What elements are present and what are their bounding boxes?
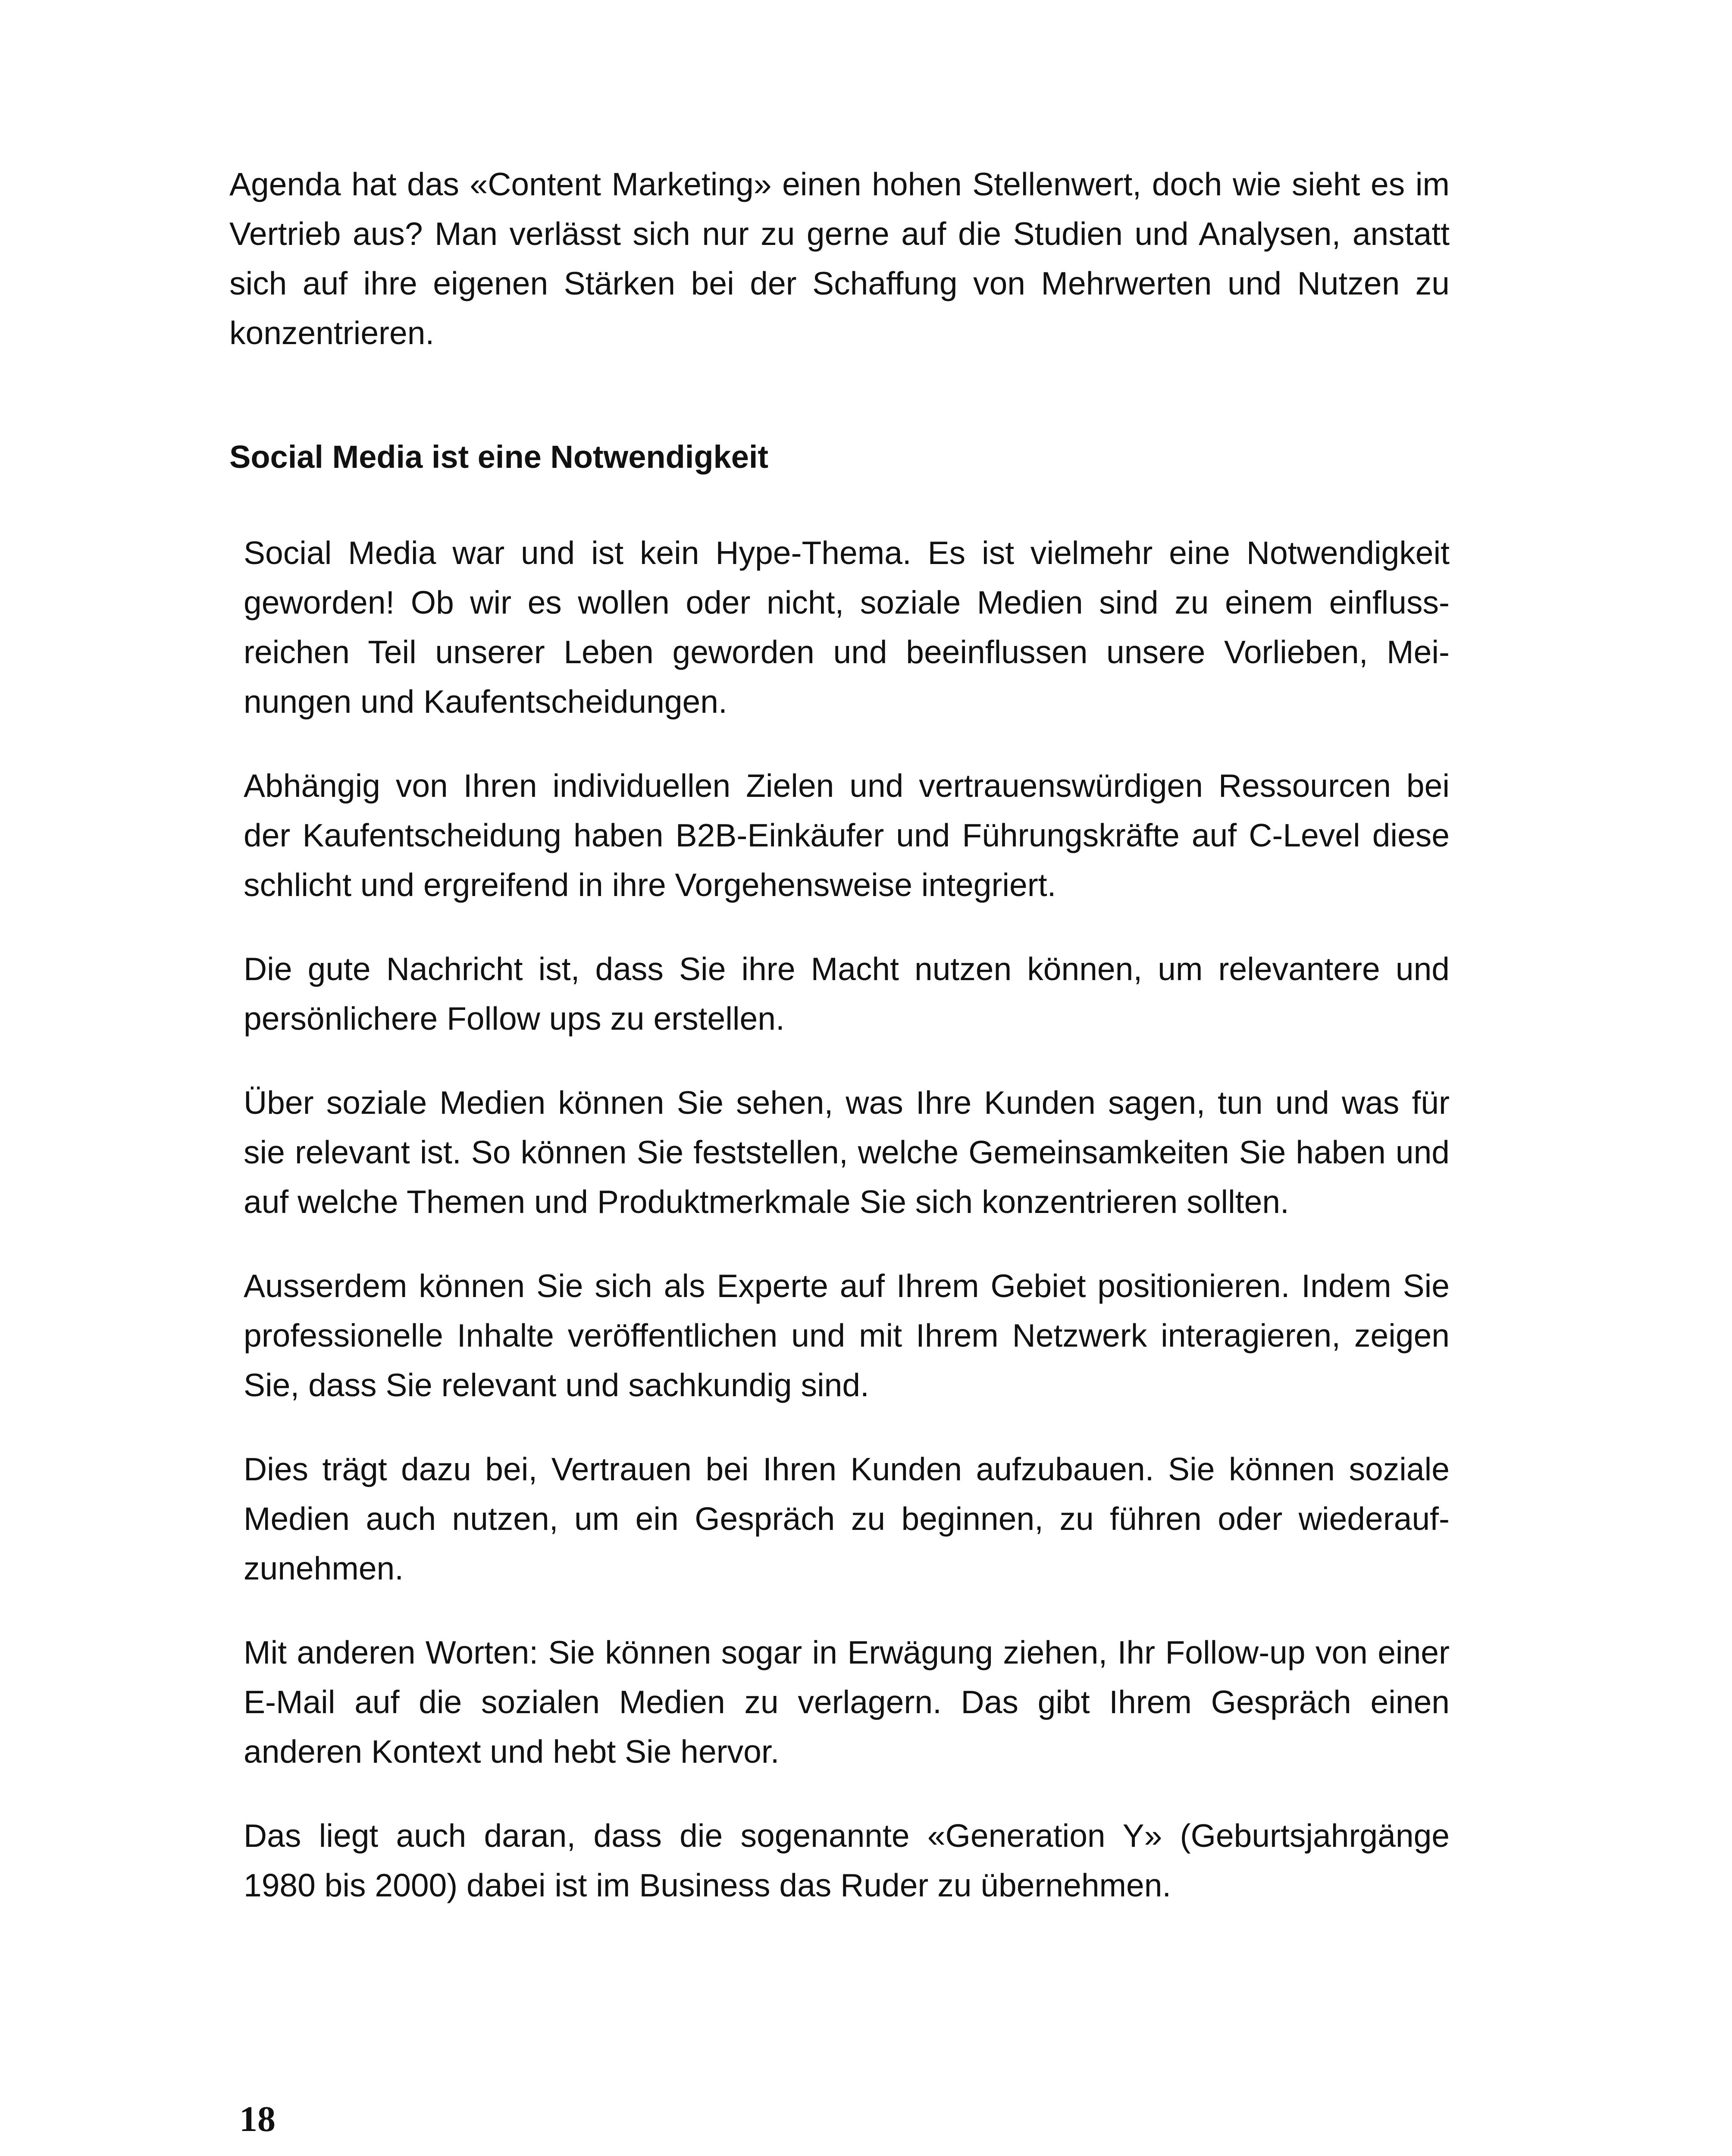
body-paragraph-6: Dies trägt dazu bei, Vertrauen bei Ihren Kunden aufzubauen. Sie können soziale Medien auch nutzen, um ein Gespräch zu beginnen, zu führen oder wiederaufzunehmen. xyxy=(244,1451,1450,1586)
body-paragraph-7: Mit anderen Worten: Sie können sogar in Erwägung ziehen, Ihr Follow-up von einer E-Mail auf die sozialen Medien zu verlagern. Das gibt Ihrem Gespräch einen anderen Kontext und hebt Sie hervor. xyxy=(244,1634,1450,1770)
body-paragraph-2: Abhängig von Ihren individuellen Zielen und vertrauenswürdigen Ressourcen bei der Kaufentscheidung haben B2B-Einkäufer und Führungskräfte auf C-Level diese schlicht und ergreifend in ihre Vorgehensweise integriert. xyxy=(244,768,1450,903)
page-number: 18 xyxy=(239,2099,276,2139)
body-paragraph-3: Die gute Nachricht ist, dass Sie ihre Macht nutzen können, um relevantere und persönlichere Follow ups zu erstellen. xyxy=(244,951,1450,1037)
section-body xyxy=(244,528,1450,1945)
intro-paragraph: Agenda hat das «Content Marketing» einen hohen Stellenwert, doch wie sieht es im Vertrieb aus? Man verlässt sich nur zu gerne auf die Studien und Analysen, anstatt sich auf ihre eigenen Stärken bei der Schaffung von Mehrwerten und Nutzen zu konzentrieren. xyxy=(229,166,1450,351)
body-paragraph-4: Über soziale Medien können Sie sehen, was Ihre Kunden sagen, tun und was für sie relevant ist. So können Sie feststellen, welche Gemeinsamkeiten Sie haben und auf welche Themen und Produktmerkmale Sie sich konzentrieren sollten. xyxy=(244,1084,1450,1220)
body-paragraph-8: Das liegt auch daran, dass die sogenannte «Generation Y» (Geburtsjahrgänge 1980 bis 2000) dabei ist im Business das Ruder zu übernehmen. xyxy=(244,1818,1450,1903)
section-heading: Social Media ist eine Notwendigkeit xyxy=(229,439,769,475)
body-paragraph-5: Ausserdem können Sie sich als Experte auf Ihrem Gebiet positionieren. Indem Sie professionelle Inhalte veröffentlichen und mit Ihrem Netzwerk interagieren, zeigen Sie, dass Sie relevant und sachkundig sind. xyxy=(244,1268,1450,1403)
intro-block xyxy=(229,160,1450,358)
body-paragraph-1: Social Media war und ist kein Hype-Thema. Es ist vielmehr eine Notwendigkeit geworden! Ob wir es wollen oder nicht, soziale Medien sind zu einem einflussreichen Teil unserer Leben geworden und beeinflussen unsere Vorlieben, Meinungen und Kaufentscheidungen. xyxy=(244,535,1450,720)
